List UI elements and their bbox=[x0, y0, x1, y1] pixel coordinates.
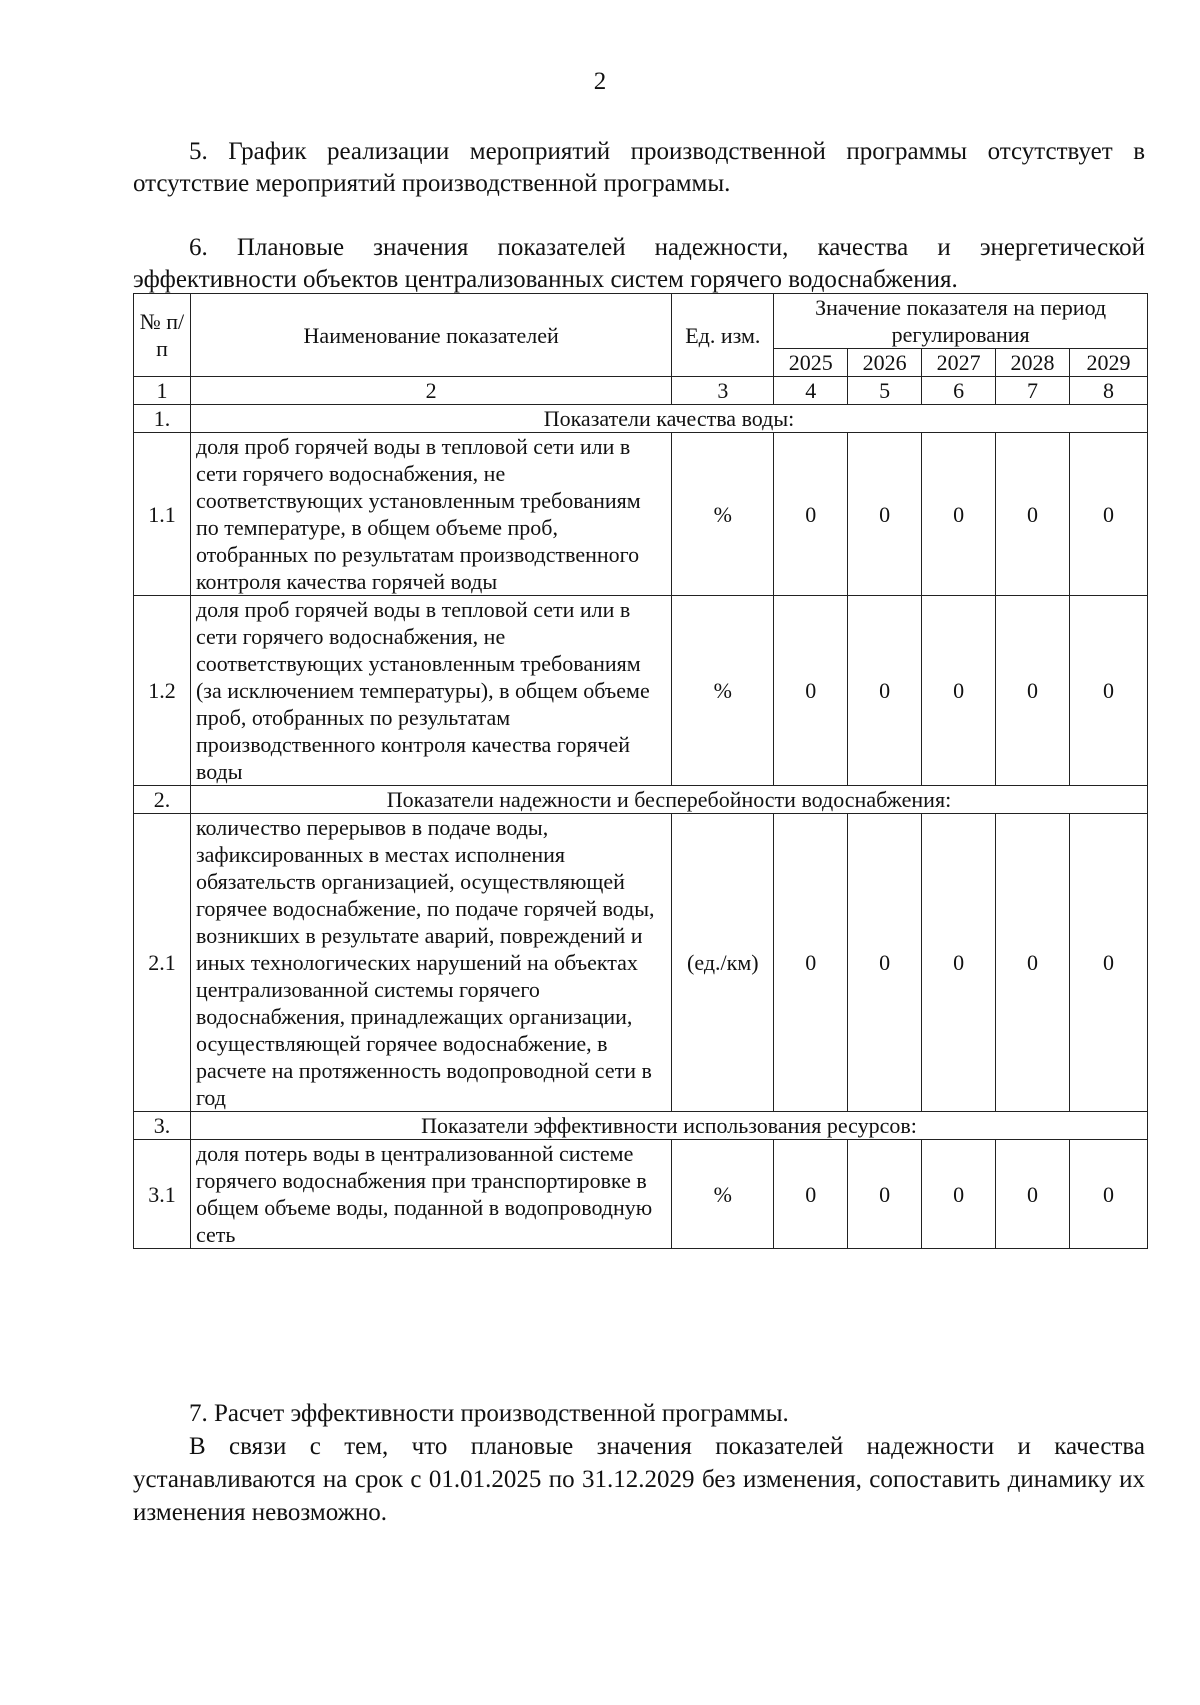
row-value-cell: 0 bbox=[922, 1140, 996, 1249]
row-num-cell: 1.1 bbox=[134, 433, 191, 596]
section-title-cell: Показатели эффективности использования ресурсов: bbox=[190, 1112, 1147, 1140]
section-row bbox=[134, 405, 1148, 433]
page-number: 2 bbox=[593, 68, 607, 95]
row-value-cell: 0 bbox=[1070, 814, 1148, 1112]
section-5-text: 5. График реализации мероприятий производственной программы отсутствует в отсутствие мероприятий производственной программы. bbox=[133, 138, 1145, 197]
section-row bbox=[134, 1112, 1148, 1140]
table-row bbox=[134, 433, 1148, 596]
table-row bbox=[134, 596, 1148, 786]
row-value-cell: 0 bbox=[996, 1140, 1070, 1249]
header-num-cell: № п/п bbox=[134, 294, 191, 377]
header-year-cell: 2027 bbox=[922, 349, 996, 377]
row-unit-cell: (ед./км) bbox=[672, 814, 774, 1112]
column-number-cell: 4 bbox=[774, 377, 848, 405]
row-value-cell: 0 bbox=[848, 433, 922, 596]
column-number-cell: 3 bbox=[672, 377, 774, 405]
header-year-cell: 2025 bbox=[774, 349, 848, 377]
row-value-cell: 0 bbox=[922, 433, 996, 596]
indicators-table bbox=[133, 293, 1148, 1249]
section-num-cell: 1. bbox=[134, 405, 191, 433]
header-period-cell: Значение показателя на период регулирования bbox=[774, 294, 1148, 349]
row-value-cell: 0 bbox=[922, 814, 996, 1112]
row-num-cell: 3.1 bbox=[134, 1140, 191, 1249]
section-7-text: В связи с тем, что плановые значения показателей надежности и качества устанавливаются на срок с 01.01.2025 по 31.12.2029 без изменения, сопоставить динамику их изменения невозможно. bbox=[133, 1433, 1145, 1526]
column-number-cell: 1 bbox=[134, 377, 191, 405]
section-6-text: 6. Плановые значения показателей надежности, качества и энергетической эффективности объектов централизованных систем горячего водоснабжения. bbox=[133, 234, 1145, 293]
column-number-cell: 7 bbox=[996, 377, 1070, 405]
row-unit-cell: % bbox=[672, 1140, 774, 1249]
row-value-cell: 0 bbox=[996, 596, 1070, 786]
row-value-cell: 0 bbox=[922, 596, 996, 786]
row-value-cell: 0 bbox=[1070, 596, 1148, 786]
row-value-cell: 0 bbox=[774, 433, 848, 596]
row-value-cell: 0 bbox=[1070, 1140, 1148, 1249]
table-row bbox=[134, 1140, 1148, 1249]
header-year-cell: 2028 bbox=[996, 349, 1070, 377]
row-value-cell: 0 bbox=[848, 814, 922, 1112]
section-7-heading: 7. Расчет эффективности производственной программы. bbox=[189, 1400, 789, 1427]
header-unit-cell: Ед. изм. bbox=[672, 294, 774, 377]
column-numbers-row bbox=[134, 377, 1148, 405]
header-row bbox=[134, 294, 1148, 349]
column-number-cell: 8 bbox=[1070, 377, 1148, 405]
header-name-cell: Наименование показателей bbox=[190, 294, 671, 377]
row-unit-cell: % bbox=[672, 433, 774, 596]
section-num-cell: 3. bbox=[134, 1112, 191, 1140]
row-name-cell: количество перерывов в подаче воды, зафиксированных в местах исполнения обязательств организацией, осуществляющей горячее водоснабжение, по подаче горячей воды, возникших в результате аварий, повреждений и иных технологических нарушений на объектах централизованной системы горячего водоснабжения, принадлежащих организации, осуществляющей горячее водоснабжение, в расчете на протяженность водопроводной сети в год bbox=[190, 814, 671, 1112]
row-name-cell: доля проб горячей воды в тепловой сети или в сети горячего водоснабжения, не соответствующих установленным требованиям по температуре, в общем объеме проб, отобранных по результатам производственного контроля качества горячей воды bbox=[190, 433, 671, 596]
column-number-cell: 2 bbox=[190, 377, 671, 405]
section-6-paragraph bbox=[133, 232, 1145, 296]
row-name-cell: доля потерь воды в централизованной системе горячего водоснабжения при транспортировке в общем объеме воды, поданной в водопроводную сеть bbox=[190, 1140, 671, 1249]
row-num-cell: 2.1 bbox=[134, 814, 191, 1112]
table-row bbox=[134, 814, 1148, 1112]
section-row bbox=[134, 786, 1148, 814]
section-7-paragraph bbox=[133, 1397, 1145, 1529]
section-title-cell: Показатели качества воды: bbox=[190, 405, 1147, 433]
section-5-paragraph bbox=[133, 136, 1145, 200]
column-number-cell: 5 bbox=[848, 377, 922, 405]
column-number-cell: 6 bbox=[922, 377, 996, 405]
section-title-cell: Показатели надежности и бесперебойности водоснабжения: bbox=[190, 786, 1147, 814]
row-unit-cell: % bbox=[672, 596, 774, 786]
row-value-cell: 0 bbox=[848, 596, 922, 786]
row-value-cell: 0 bbox=[1070, 433, 1148, 596]
header-year-cell: 2026 bbox=[848, 349, 922, 377]
row-value-cell: 0 bbox=[774, 596, 848, 786]
row-value-cell: 0 bbox=[996, 814, 1070, 1112]
row-value-cell: 0 bbox=[774, 1140, 848, 1249]
row-name-cell: доля проб горячей воды в тепловой сети или в сети горячего водоснабжения, не соответствующих установленным требованиям (за исключением температуры), в общем объеме проб, отобранных по результатам производственного контроля качества горячей воды bbox=[190, 596, 671, 786]
row-value-cell: 0 bbox=[774, 814, 848, 1112]
row-value-cell: 0 bbox=[848, 1140, 922, 1249]
header-year-cell: 2029 bbox=[1070, 349, 1148, 377]
row-num-cell: 1.2 bbox=[134, 596, 191, 786]
section-num-cell: 2. bbox=[134, 786, 191, 814]
row-value-cell: 0 bbox=[996, 433, 1070, 596]
